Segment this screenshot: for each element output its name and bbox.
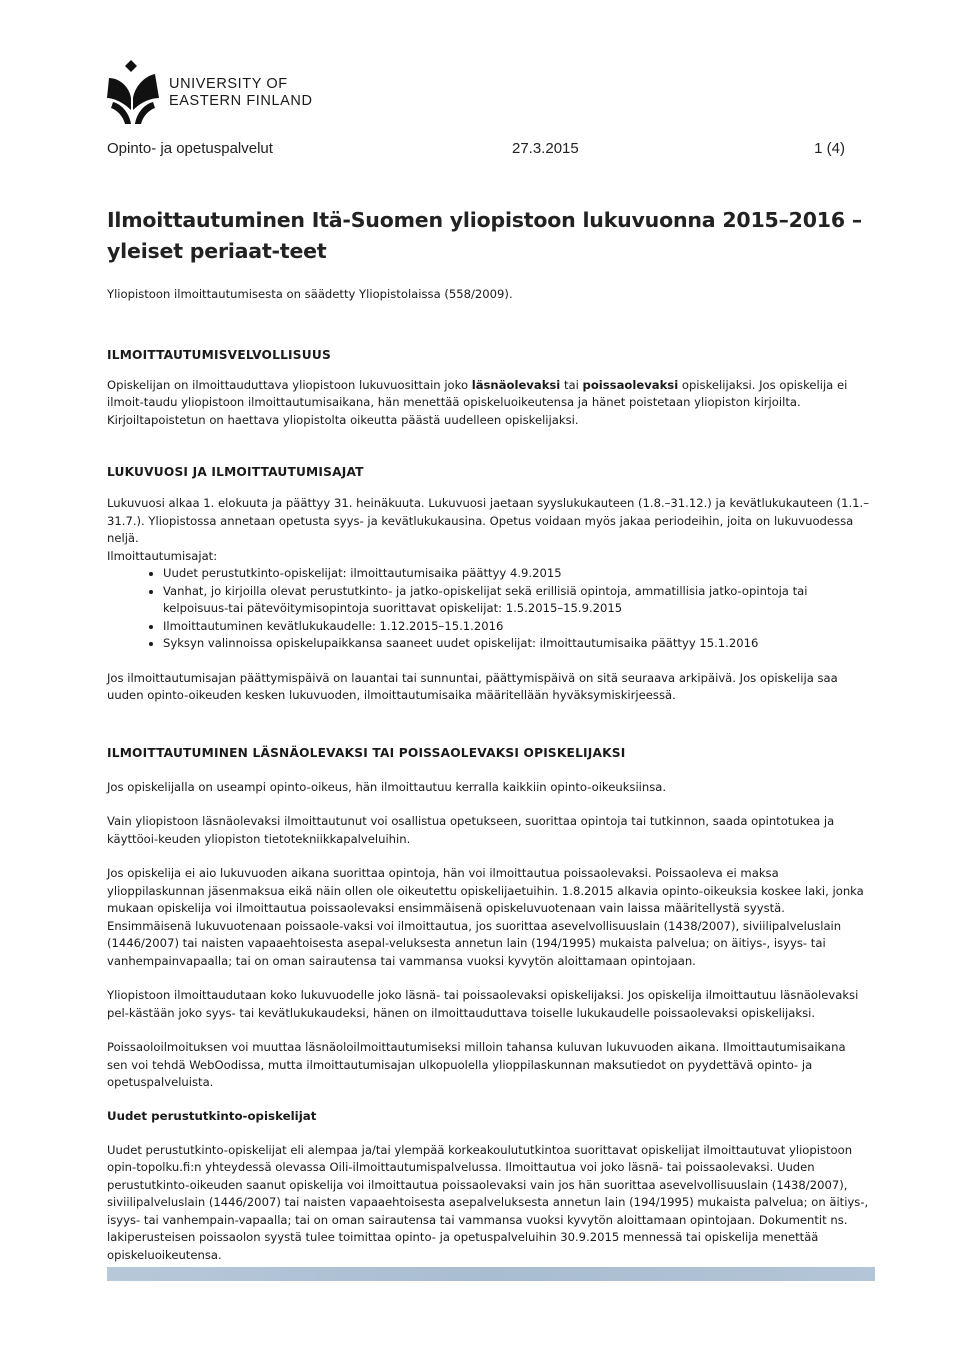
text-run: tai <box>560 377 583 392</box>
attendance-paragraph-3: Jos opiskelija ei aio lukuvuoden aikana suorittaa opintoja, hän voi ilmoittautua poissaolevaksi. Poissaoleva ei maksa ylioppilaskunnan jäsenmaksua eikä näin ollen ole oikeutettu opiskelijaetuihin. 1.8.2015 alkavia opinto-oikeuksia koskee laki, jonka mukaan opiskelija voi ilmoittautua poissaolevaksi ensimmäisenä opiskeluvuotenaan vain laissa määritellystä syystä. Ensimmäisenä lukuvuotenaan poissaole-vaksi voi ilmoittautua, jos suorittaa asevelvollisuuslain (1438/2007), siviilipalveluslain (1446/2007) tai naisten vapaaehtoisesta asepal-veluksesta annetun lain (194/1995) mukaista palvelua; on äitiys-, isyys- tai vanhempainvapaalla; tai on oman sairautensa tai vammansa vuoksi kyvytön aloittamaan opintojaan. <box>107 866 864 968</box>
department-name: Opinto- ja opetuspalvelut <box>107 140 273 157</box>
subsection-heading-new-students: Uudet perustutkinto-opiskelijat <box>107 1108 317 1123</box>
deadline-paragraph: Jos ilmoittautumisajan päättymispäivä on lauantai tai sunnuntai, päättymispäivä on sitä seuraava arkipäivä. Jos opiskelija saa uuden opinto-oikeuden kesken lukuvuoden, ilmoittautumisaika määritellään hyväksymiskirjeessä. <box>107 670 838 702</box>
document-date: 27.3.2015 <box>512 140 579 157</box>
academic-year-paragraph: Lukuvuosi alkaa 1. elokuuta ja päättyy 31. heinäkuuta. Lukuvuosi jaetaan syyslukukauteen (1.8.–31.12.) ja kevätlukukauteen (1.1.–31.7.). Yliopistossa annetaan opetusta syys- ja kevätlukukausina. Opetus voidaan myös jakaa periodeihin, joita on lukuvuodessa neljä. <box>107 496 869 545</box>
attendance-paragraph-2: Vain yliopistoon läsnäolevaksi ilmoittautunut voi osallistua opetukseen, suorittaa opintoja tai tutkinnon, saada opintotukea ja käyttöoi-keuden yliopiston tietotekniikkapalveluihin. <box>107 814 835 846</box>
logo-line-1: UNIVERSITY OF <box>169 76 288 92</box>
list-item: • Ilmoittautuminen kevätlukukaudelle: 1.12.2015–15.1.2016 <box>163 618 869 636</box>
document-body <box>107 205 869 1264</box>
new-students-paragraph: Uudet perustutkinto-opiskelijat eli alempaa ja/tai ylempää korkeakoulututkintoa suorittavat opiskelijat ilmoittautuvat yliopistoon opin-topolku.fi:n yhteydessä olevassa Oili-ilmoittautumispalvelussa. Ilmoittautua voi joko läsnä- tai poissaolevaksi. Uuden perustutkinto-oikeuden saanut opiskelija voi ilmoittautua poissaolevaksi vain jos hän suorittaa asevelvollisuuslain (1438/2007), siviilipalveluslain (1446/2007) tai naisten vapaaehtoisesta asepalveluksesta annetun lain (194/1995) mukaista palvelua; on äitiys-, isyys- tai vanhempain-vapaalla; tai on oman sairautensa tai vammansa vuoksi kyvytön aloittamaan opintojaan. Dokumentit ns. lakiperusteisen poissaolon syystä tulee toimittaa opinto- ja opetuspalveluihin 30.9.2015 mennessä tai opiskelija menettää opiskeluoikeutensa. <box>107 1142 869 1262</box>
registration-periods-list <box>107 565 869 653</box>
logo-line-2: EASTERN FINLAND <box>169 93 313 109</box>
footer-bar <box>107 1267 875 1281</box>
section-heading-attendance: ILMOITTAUTUMINEN LÄSNÄOLEVAKSI TAI POISSAOLEVAKSI OPISKELIJAKSI <box>107 745 626 760</box>
attendance-paragraph-4: Yliopistoon ilmoittaudutaan koko lukuvuodelle joko läsnä- tai poissaolevaksi opiskelijaksi. Jos opiskelija ilmoittautuu läsnäolevaksi pel-kästään joko syys- tai kevätlukukaudeksi, hänen on ilmoittauduttava toiselle lukukaudelle poissaolevaksi opiskelijaksi. <box>107 988 859 1020</box>
list-item: • Uudet perustutkinto-opiskelijat: ilmoittautumisaika päättyy 4.9.2015 <box>163 565 869 583</box>
document-title: Ilmoittautuminen Itä-Suomen yliopistoon lukuvuonna 2015–2016 – yleiset periaat-teet <box>107 208 862 263</box>
attendance-paragraph-5: Poissaoloilmoituksen voi muuttaa läsnäoloilmoittautumiseksi milloin tahansa kuluvan lukuvuoden aikana. Ilmoittautumisaikana sen voi tehdä WebOodissa, mutta ilmoittautumisajan ulkopuolella ylioppilaskunnan maksutiedot on pyydettävä opinto- ja opetuspalveluista. <box>107 1040 846 1089</box>
document-subtitle: Yliopistoon ilmoittautumisesta on säädetty Yliopistolaissa (558/2009). <box>107 287 513 301</box>
text-run: Opiskelijan on ilmoittauduttava yliopistoon lukuvuosittain joko <box>107 377 472 392</box>
bold-term-absent: poissaolevaksi <box>582 377 679 392</box>
attendance-paragraph-1: Jos opiskelijalla on useampi opinto-oikeus, hän ilmoittautuu kerralla kaikkiin opinto-oikeuksiinsa. <box>107 779 667 794</box>
section-heading-obligation: ILMOITTAUTUMISVELVOLLISUUS <box>107 347 331 362</box>
page-number: 1 (4) <box>814 140 845 157</box>
section-heading-academic-year: LUKUVUOSI JA ILMOITTAUTUMISAJAT <box>107 465 364 479</box>
university-logo <box>105 58 313 128</box>
obligation-paragraph <box>107 377 869 430</box>
bold-term-present: läsnäolevaksi <box>471 377 561 392</box>
registration-periods-intro: Ilmoittautumisajat: <box>107 548 218 563</box>
text-run: opiskelijaksi. Jos opiskelija ei ilmoit-taudu yliopistoon ilmoittautumisaikana, hän menettää opiskeluoikeutensa ja hänet poistetaan yliopiston kirjoilta. Kirjoiltapoistetun on haettava yliopistolta oikeutta päästä uudelleen opiskelijaksi. <box>107 377 848 427</box>
list-item: • Syksyn valinnoissa opiskelupaikkansa saaneet uudet opiskelijat: ilmoittautumisaika päättyy 15.1.2016 <box>163 635 869 653</box>
uef-logo-icon <box>105 58 161 128</box>
list-item: • Vanhat, jo kirjoilla olevat perustutkinto- ja jatko-opiskelijat sekä erillisiä opintoja, ammatillisia jatko-opintoja tai kelpoisuus-tai pätevöitymisopintoja suorittavat opiskelijat: 1.5.2015–15.9.2015 <box>163 583 869 618</box>
